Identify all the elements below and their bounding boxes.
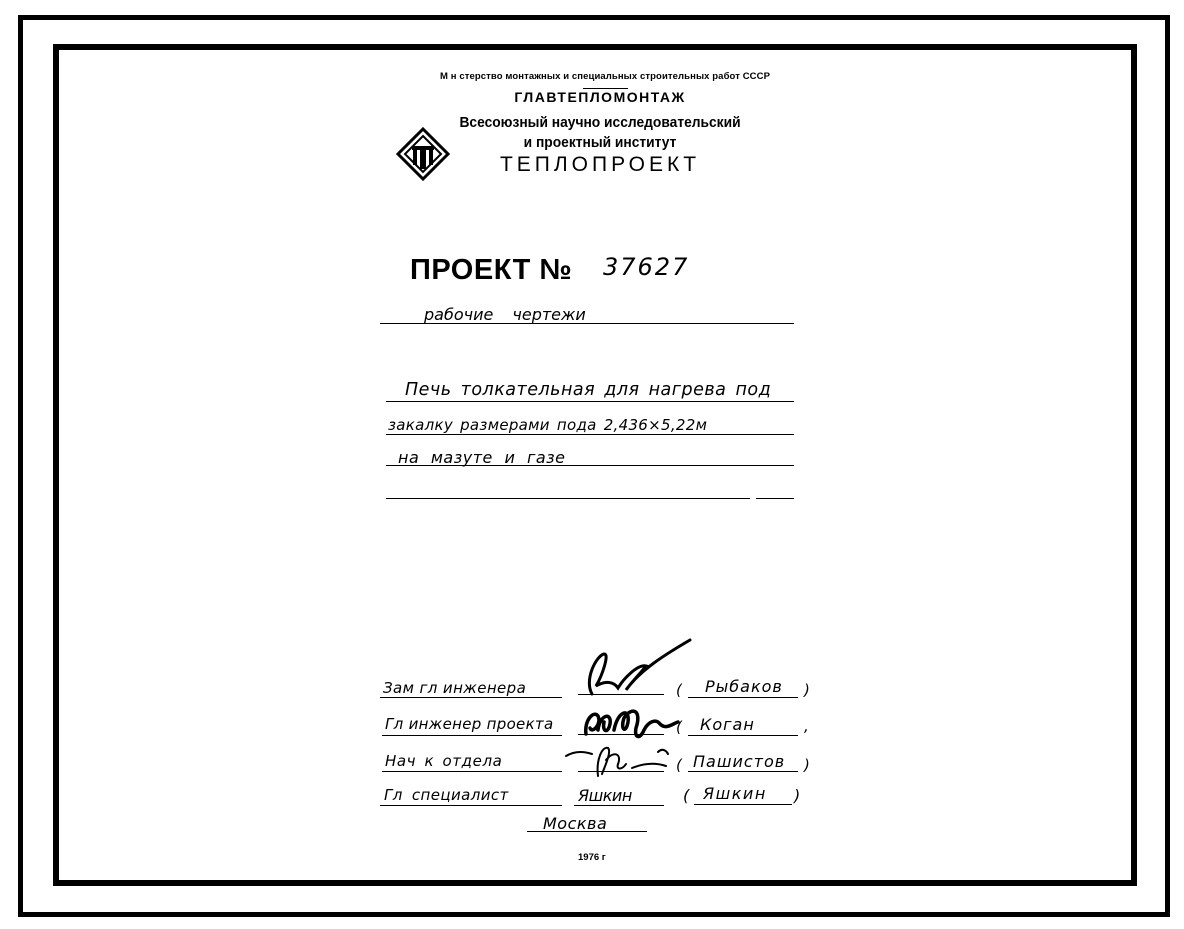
signature-name-1: Рыбаков [705, 677, 783, 696]
project-title-line-3: на мазуте и газе [398, 448, 566, 467]
name-underline-3 [688, 771, 798, 772]
name-close-paren-4: ) [794, 786, 801, 805]
name-underline-4 [694, 804, 792, 805]
signature-role-1: Зам гл инженера [383, 679, 527, 697]
stage-underline [380, 323, 794, 324]
name-underline-1 [688, 697, 798, 698]
role-underline-2 [382, 735, 562, 736]
title-underline-2 [386, 434, 794, 435]
name-close-paren-1: ) [804, 681, 810, 699]
project-stage: рабочие чертежи [424, 305, 586, 324]
department-overline [583, 88, 628, 89]
name-underline-2 [688, 735, 798, 736]
sign-line-1 [578, 694, 664, 695]
name-open-paren-4: ( [683, 786, 690, 805]
name-open-paren-2: ( [676, 718, 682, 736]
project-title-line-2: закалку размерами пода 2,436×5,22м [388, 416, 708, 434]
signature-mark-2 [582, 700, 682, 744]
institute-name: ТЕПЛОПРОЕКТ [499, 153, 701, 176]
department-name: ГЛАВТЕПЛОМОНТАЖ [514, 89, 686, 105]
role-underline-4 [380, 805, 562, 806]
title-underline-4a [386, 498, 750, 499]
signature-role-4: Гл специалист [384, 786, 509, 804]
sign-line-3 [578, 771, 664, 772]
sign-line-2 [578, 734, 664, 735]
title-underline-1 [386, 401, 794, 402]
project-label: ПРОЕКТ № [410, 254, 573, 286]
city: Москва [543, 814, 608, 833]
institute-line-2: и проектный институт [523, 134, 677, 151]
project-title-line-1: Печь толкательная для нагрева под [405, 380, 772, 400]
signature-mark-3 [562, 740, 672, 780]
signature-mark-4: Яшкин [578, 786, 632, 805]
year: 1976 г [578, 852, 606, 863]
signature-role-2: Гл инженер проекта [385, 715, 554, 733]
title-underline-3 [386, 465, 794, 466]
name-open-paren-1: ( [676, 681, 682, 699]
city-underline [527, 831, 647, 832]
name-close-paren-3: ) [804, 756, 810, 774]
name-open-paren-3: ( [676, 756, 682, 774]
sign-line-4 [574, 805, 664, 806]
institute-line-1: Всесоюзный научно исследовательский [459, 114, 741, 131]
project-number: 37627 [603, 253, 690, 281]
signature-name-2: Коган [700, 715, 755, 734]
ministry-line: М н стерство монтажных и специальных строительных работ СССР [439, 71, 771, 82]
signature-role-3: Нач к отдела [385, 752, 503, 770]
signature-name-4: Яшкин [703, 784, 767, 803]
signature-name-3: Пашистов [693, 752, 786, 771]
role-underline-3 [382, 771, 562, 772]
institute-logo [396, 127, 450, 181]
name-comma-2: , [804, 717, 809, 735]
title-underline-4b [756, 498, 794, 499]
role-underline-1 [380, 697, 562, 698]
